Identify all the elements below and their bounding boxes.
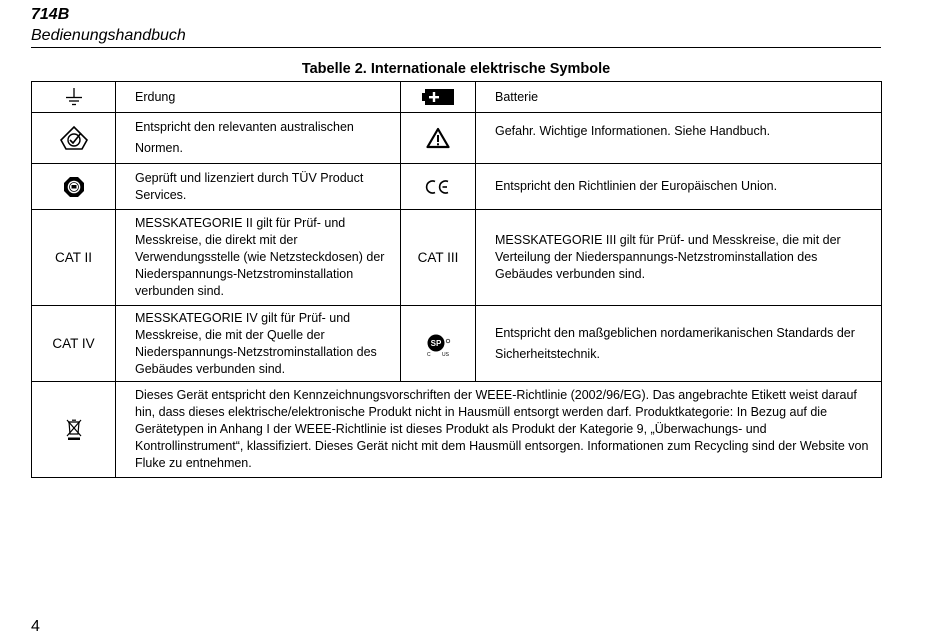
symbol-cell — [401, 306, 476, 382]
ground-icon — [65, 87, 83, 107]
symbols-table — [31, 81, 882, 478]
header-rule — [31, 47, 881, 48]
description-cell: MESSKATEGORIE IV gilt für Prüf- und Messkreise, die mit der Quelle der Niederspannungs-Netzstrominstallation des Gebäudes verbunden sind. — [116, 306, 401, 382]
table-row — [32, 210, 882, 306]
symbol-cell — [32, 113, 116, 164]
cat-label: CAT IV — [32, 306, 116, 382]
description-cell: MESSKATEGORIE II gilt für Prüf- und Messkreise, die direkt mit der Verwendungsstelle (wie Netzsteckdosen) der Niederspannungs-Netzstrominstallation verbunden sind. — [116, 210, 401, 306]
description-cell: Entspricht den maßgeblichen nordamerikanischen Standards der Sicherheitstechnik. — [476, 306, 882, 382]
table-row — [32, 113, 882, 164]
description-cell: Batterie — [476, 82, 882, 113]
description-cell: MESSKATEGORIE III gilt für Prüf- und Messkreise, die mit der Verteilung der Niederspannungs-Netzstrominstallation des Gebäudes verbunden sind. — [476, 210, 882, 306]
tuv-icon — [63, 176, 85, 198]
csa-icon — [423, 331, 453, 357]
symbol-cell — [32, 382, 116, 478]
svg-text:US: US — [442, 351, 449, 357]
symbol-cell — [32, 82, 116, 113]
battery-icon — [422, 89, 454, 105]
warning-triangle-icon — [426, 127, 450, 149]
table-row — [32, 82, 882, 113]
document-model: 714B — [31, 6, 70, 23]
description-cell: Erdung — [116, 82, 401, 113]
description-cell: Dieses Gerät entspricht den Kennzeichnungsvorschriften der WEEE-Richtlinie (2002/96/EG). Das angebrachte Etikett weist darauf hin, dass dieses elektrische/elektronische Produkt nicht in Hausmüll entsorgt werden darf. Produktkategorie: In Bezug auf die Gerätetypen in Anhang I der WEEE-Richtlinie ist dieses Produkt als Produkt der Kategorie 9, „Überwachungs- und Kontrollinstrument“, klassifiziert. Dieses Gerät nicht mit dem Hausmüll entsorgen. Informationen zum Recycling sind der Website von Fluke zu entnehmen. — [116, 382, 882, 478]
table-row — [32, 306, 882, 382]
symbol-cell — [32, 164, 116, 210]
svg-text:SP: SP — [430, 338, 442, 348]
document-subtitle: Bedienungshandbuch — [31, 27, 186, 44]
description-cell: Gefahr. Wichtige Informationen. Siehe Handbuch. — [476, 113, 882, 164]
symbol-cell — [401, 113, 476, 164]
page-number: 4 — [31, 618, 40, 635]
description-cell: Entspricht den relevanten australischen Normen. — [116, 113, 401, 164]
description-cell: Geprüft und lizenziert durch TÜV Product Services. — [116, 164, 401, 210]
ce-mark-icon — [425, 179, 451, 195]
symbol-cell — [401, 164, 476, 210]
svg-text:C: C — [427, 351, 431, 357]
weee-bin-icon — [66, 419, 82, 441]
cat-label: CAT III — [401, 210, 476, 306]
symbol-cell — [401, 82, 476, 113]
table-caption: Tabelle 2. Internationale elektrische Symbole — [301, 61, 611, 77]
table-row — [32, 382, 882, 478]
cat-label: CAT II — [32, 210, 116, 306]
table-row — [32, 164, 882, 210]
rcm-australian-icon — [59, 125, 89, 151]
description-cell: Entspricht den Richtlinien der Europäischen Union. — [476, 164, 882, 210]
